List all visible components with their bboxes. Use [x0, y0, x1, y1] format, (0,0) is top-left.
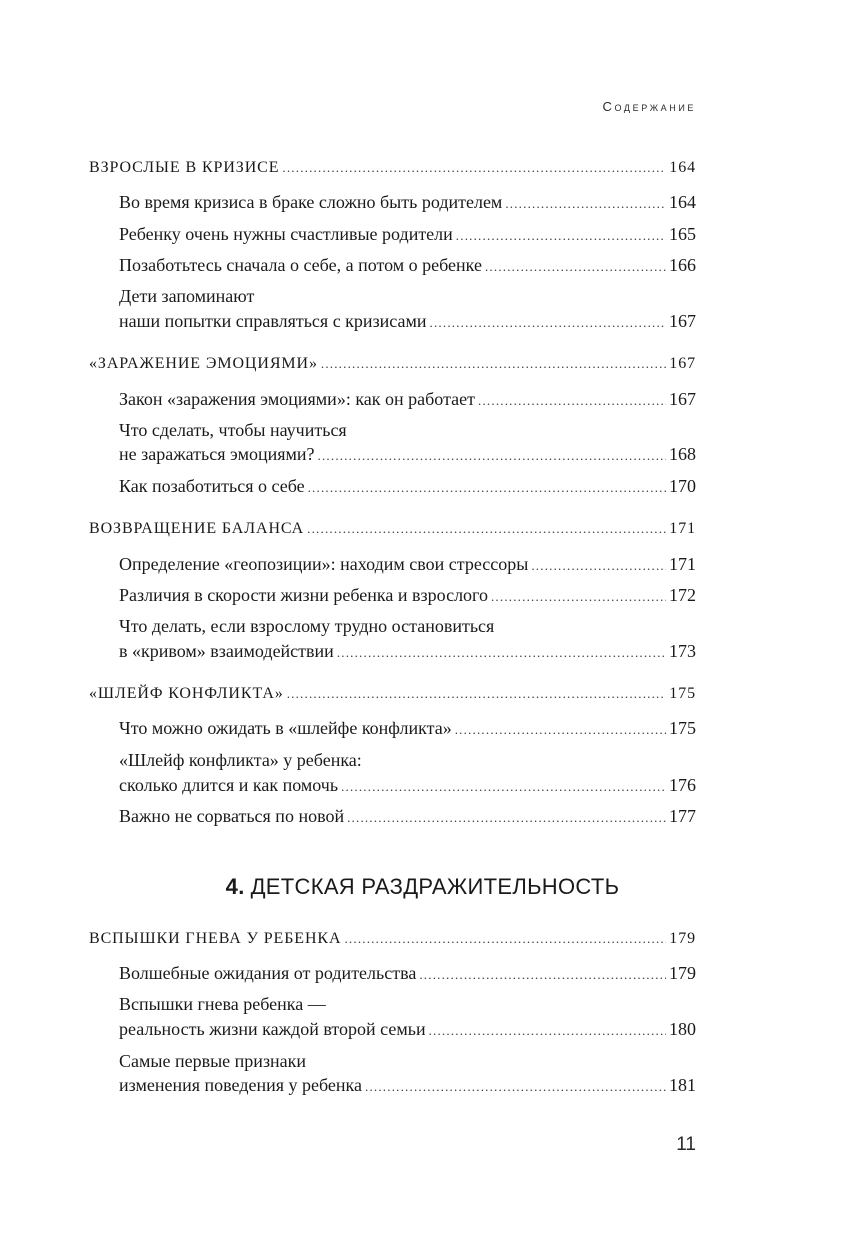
- toc-entry-text: Во время кризиса в браке сложно быть родителем: [119, 192, 503, 212]
- toc-entry[interactable]: [119, 1018, 696, 1042]
- toc-section[interactable]: [89, 928, 696, 950]
- toc-entry-text: Волшебные ожидания от родительства: [119, 963, 417, 983]
- toc-page: 167: [669, 355, 696, 372]
- toc-entry[interactable]: [119, 640, 696, 664]
- toc-page: 177: [669, 806, 696, 826]
- toc-page: 166: [669, 255, 696, 275]
- dot-leader: [337, 642, 666, 664]
- toc-entry[interactable]: [119, 475, 696, 499]
- toc-entry-text: Ребенку очень нужны счастливые родители: [119, 224, 453, 244]
- toc-entry-text: в «кривом» взаимодействии: [119, 641, 334, 661]
- toc-entry-text: Вспышки гнева ребенка —: [119, 994, 326, 1014]
- toc-entry-first-line[interactable]: [119, 749, 696, 771]
- toc-page: 170: [669, 476, 696, 496]
- toc-entry-text: Что можно ожидать в «шлейфе конфликта»: [119, 718, 452, 738]
- toc-entry-text: «ЗАРАЖЕНИЕ ЭМОЦИЯМИ»: [89, 355, 318, 372]
- toc-entry-text: Различия в скорости жизни ребенка и взрослого: [119, 585, 488, 605]
- toc-page: 173: [669, 641, 696, 661]
- toc-page: 181: [669, 1075, 696, 1095]
- toc-entry-text: сколько длится и как помочь: [119, 775, 339, 795]
- toc-entry-text: Как позаботиться о себе: [119, 476, 305, 496]
- toc-entry-text: наши попытки справляться с кризисами: [119, 311, 427, 331]
- dot-leader: [321, 353, 666, 375]
- dot-leader: [307, 518, 666, 540]
- toc-entry[interactable]: [119, 805, 696, 829]
- dot-leader: [531, 555, 666, 577]
- dot-leader: [485, 256, 666, 278]
- dot-leader: [344, 928, 666, 950]
- toc-entry-first-line[interactable]: [119, 615, 696, 637]
- toc-page: 175: [669, 685, 696, 702]
- toc-entry-text: Важно не сорваться по новой: [119, 806, 345, 826]
- dot-leader: [341, 776, 666, 798]
- dot-leader: [478, 390, 666, 412]
- toc-page: 179: [669, 930, 696, 947]
- chapter-title: ДЕТСКАЯ РАЗДРАЖИТЕЛЬНОСТЬ: [250, 874, 620, 899]
- dot-leader: [318, 445, 666, 467]
- dot-leader: [430, 312, 666, 334]
- dot-leader: [491, 586, 666, 608]
- dot-leader: [282, 157, 666, 179]
- toc-page: 165: [669, 224, 696, 244]
- toc-entry[interactable]: [119, 717, 696, 741]
- toc-entry-text: ВСПЫШКИ ГНЕВА У РЕБЕНКА: [89, 930, 342, 947]
- toc-entry-text: Что делать, если взрослому трудно остановиться: [119, 616, 495, 636]
- chapter-number: 4.: [225, 874, 245, 899]
- toc-entry-text: не заражаться эмоциями?: [119, 444, 315, 464]
- toc-entry[interactable]: [119, 254, 696, 278]
- toc-entry[interactable]: [119, 310, 696, 334]
- toc-page: 164: [669, 192, 696, 212]
- toc-entry-text: Дети запоминают: [119, 286, 255, 306]
- toc-page: 176: [669, 775, 696, 795]
- toc-section[interactable]: [89, 353, 696, 375]
- toc-entry-text: Позаботьтесь сначала о себе, а потом о ребенке: [119, 255, 482, 275]
- toc-section[interactable]: [89, 518, 696, 540]
- toc-page: 175: [669, 718, 696, 738]
- toc-entry-text: «Шлейф конфликта» у ребенка:: [119, 750, 362, 770]
- toc-page: 164: [669, 159, 696, 176]
- toc-entry-first-line[interactable]: [119, 1050, 696, 1072]
- dot-leader: [287, 683, 667, 705]
- toc-entry[interactable]: [119, 388, 696, 412]
- toc-page: 168: [669, 444, 696, 464]
- toc-entry[interactable]: [119, 962, 696, 986]
- toc-entry-first-line[interactable]: [119, 993, 696, 1015]
- toc-page: 167: [669, 311, 696, 331]
- toc-page: 171: [669, 554, 696, 574]
- toc-entry-text: Что сделать, чтобы научиться: [119, 420, 347, 440]
- dot-leader: [347, 807, 666, 829]
- dot-leader: [429, 1020, 666, 1042]
- dot-leader: [419, 964, 666, 986]
- toc-entry-first-line[interactable]: [119, 419, 696, 441]
- toc-entry[interactable]: [119, 584, 696, 608]
- toc-page: 167: [669, 389, 696, 409]
- toc-entry[interactable]: [119, 191, 696, 215]
- toc-entry-text: Закон «заражения эмоциями»: как он работает: [119, 389, 476, 409]
- toc-entry-first-line[interactable]: [119, 285, 696, 307]
- dot-leader: [505, 193, 666, 215]
- page-number: 11: [676, 1134, 696, 1155]
- toc-section[interactable]: [89, 157, 696, 179]
- chapter-heading: [0, 874, 845, 900]
- dot-leader: [456, 225, 666, 247]
- dot-leader: [308, 477, 666, 499]
- toc-entry-text: «ШЛЕЙФ КОНФЛИКТА»: [89, 685, 284, 702]
- toc-page: 172: [669, 585, 696, 605]
- toc-section[interactable]: [89, 683, 696, 705]
- toc-entry-text: ВОЗВРАЩЕНИЕ БАЛАНСА: [89, 520, 305, 537]
- toc-entry-text: Самые первые признаки: [119, 1051, 307, 1071]
- dot-leader: [455, 719, 666, 741]
- toc-entry-text: реальность жизни каждой второй семьи: [119, 1019, 426, 1039]
- toc-page: 171: [669, 520, 696, 537]
- toc-entry-text: Определение «геопозиции»: находим свои стрессоры: [119, 554, 529, 574]
- toc-entry-text: изменения поведения у ребенка: [119, 1075, 362, 1095]
- toc-entry[interactable]: [119, 443, 696, 467]
- toc-entry[interactable]: [119, 1074, 696, 1098]
- toc-page: 180: [669, 1019, 696, 1039]
- dot-leader: [365, 1076, 666, 1098]
- toc-entry-text: ВЗРОСЛЫЕ В КРИЗИСЕ: [89, 159, 280, 176]
- toc-entry[interactable]: [119, 223, 696, 247]
- toc-entry[interactable]: [119, 553, 696, 577]
- running-head: Содержание: [602, 99, 696, 114]
- toc-page: 179: [669, 963, 696, 983]
- toc-entry[interactable]: [119, 774, 696, 798]
